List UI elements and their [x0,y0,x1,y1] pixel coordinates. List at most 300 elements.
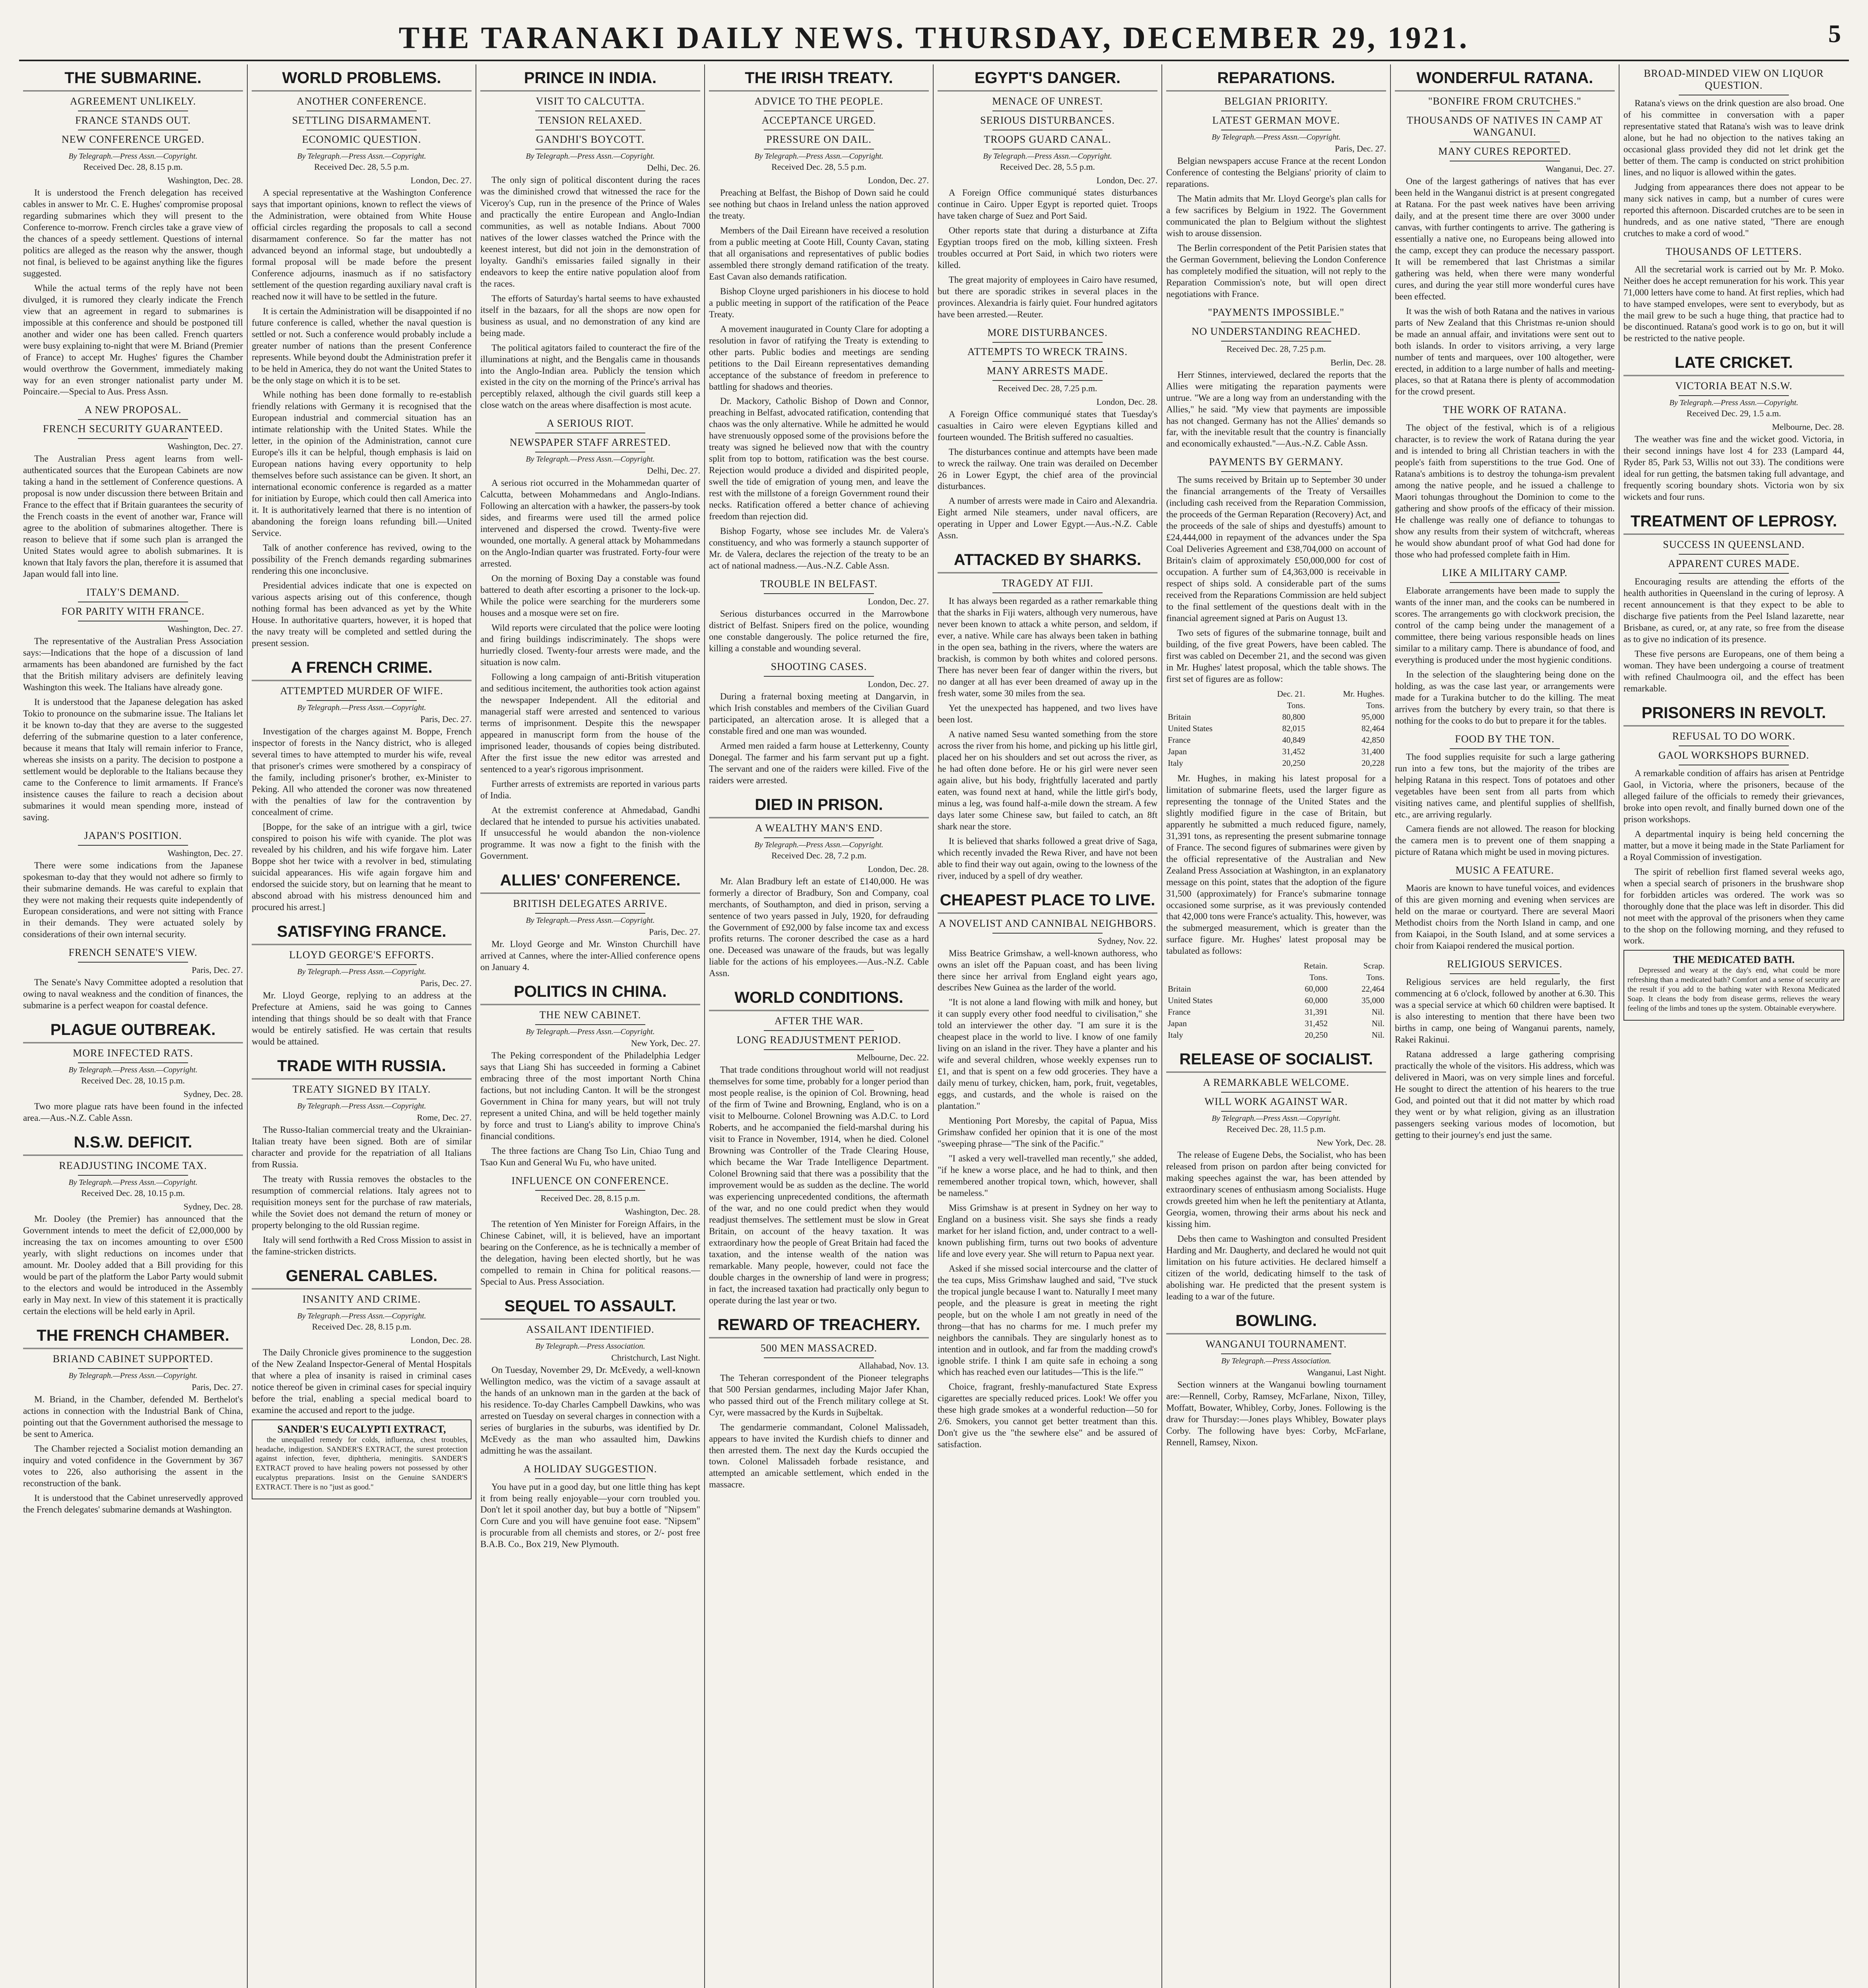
article [1623,246,1844,345]
received-time: Received Dec. 28, 10.15 p.m. [81,1188,185,1198]
article [23,1324,243,1516]
article-headline: EGYPT'S DANGER. [938,66,1157,91]
article-subheading: "BONFIRE FROM CRUTCHES." [1428,95,1582,107]
article-paragraph: A movement inaugurated in County Clare for adopting a resolution in favor of ratifying the Treaty is extending to other parts. Public bodies and meetings are sending petitions to the Dail Eireann representatives demanding acceptance of the substance of freedom in preference to battling for shadows and theories. [709,324,929,392]
article [252,656,472,914]
article [23,404,243,580]
article-paragraph: It is understood that the Cabinet unreservedly approved the French delegates' submarine demands at Washington. [23,1493,243,1514]
article-subheading: BELGIAN PRIORITY. [1224,95,1328,107]
article [1166,456,1386,1041]
divider-rule [1450,419,1560,420]
table-cell: 31,400 [1361,746,1384,756]
article-paragraph: Religious services are held regularly, the first commencing at 6 o'clock, followed by another at 6.30. This was a special service at which 60 children were baptised. It is also interesting to mention that there have been two births in camp, one being of Wanganui parents, namely, Rakei Rakinui. [1395,977,1615,1045]
wire-credit: By Telegraph.—Press Assn.—Copyright. [68,1178,198,1187]
divider-rule [535,1024,645,1025]
column-1 [19,64,248,1988]
article-subheading: A WEALTHY MAN'S END. [755,822,883,834]
article-paragraph: Mr. Lloyd George, replying to an address at the Prefecture at Amiens, said he was going to Cannes intending that things should be so dealt with that France would be entirely satisfied. He was certain that results would be attained. [252,990,472,1047]
article-subheading: FOR PARITY WITH FRANCE. [61,606,205,617]
table-row [1166,1006,1386,1018]
divider-rule [78,962,188,963]
divider-rule [535,1478,645,1479]
article-paragraph: Presidential advices indicate that one is expected on various aspects arising out of this conference, though nothing formal has been advanced as yet by the White House. In authoritative quarters, however, it is hoped that the navy treaty will be completed and settled during the present session. [252,580,472,648]
table-cell: 31,391 [1305,1007,1328,1017]
advertisement-title: THE MEDICATED BATH. [1673,954,1795,966]
article-subheading: BRITISH DELEGATES ARRIVE. [513,898,668,910]
article [23,1018,243,1124]
divider-rule [764,1030,874,1031]
column-3 [476,64,705,1988]
table-row [1166,1029,1386,1041]
article-headline: CHEAPEST PLACE TO LIVE. [938,888,1157,914]
article-headline: PLAGUE OUTBREAK. [23,1018,243,1043]
article-subheading: TRAGEDY AT FIJI. [1002,577,1093,589]
article-paragraph: Bishop Fogarty, whose see includes Mr. de Valera's constituency, and who was formerly a staunch supporter of Mr. de Valera, declares the rejection of the treaty to be an act of national madness.—Aus.-N.Z. Cable Assn. [709,526,929,571]
article-subheading: TROOPS GUARD CANAL. [984,134,1111,145]
article [938,66,1157,320]
divider-rule [1221,1353,1331,1354]
article-subheading: ACCEPTANCE URGED. [761,115,876,126]
received-time: Received Dec. 28, 8.15 p.m. [83,162,183,172]
article-paragraph: The Matin admits that Mr. Lloyd George's plan calls for a few sacrifices by Belgium in 1922. The Government communicated the plan to Belgium without the slightest wish to arouse dissension. [1166,193,1386,238]
article-paragraph: During a fraternal boxing meeting at Dangarvin, in which Irish constables and members of the Civilian Guard participated, an altercation arose. It is alleged that a constable fired and one man was wounded. [709,691,929,736]
table-header-cell [1166,688,1251,700]
advertisement [1623,950,1844,1021]
article-paragraph: It has always been regarded as a rather remarkable thing that the sharks in Fiji waters, although very numerous, have never been known to attack a white person, and seldom, if ever, a native. While care has always been taken in bathing in the open sea, bathing in the rivers, where the waters are brackish, is common by both whites and colored persons. There has never been fear of danger within the rivers, but no danger at all has ever been dreamed of away up in the fresh water, some 30 miles from the sea. [938,596,1157,699]
received-time: Received Dec. 28, 7.25 p.m. [1226,344,1326,354]
dateline: Paris, Dec. 27. [1335,144,1386,153]
article-headline: SATISFYING FRANCE. [252,920,472,945]
article-subheading: A REMARKABLE WELCOME. [1203,1077,1350,1089]
article-paragraph: Judging from appearances there does not appear to be many sick natives in camp, but a number of cures were reported this afternoon. Discarded crutches are to be seen in hundreds, and as one native stated, "There are enough crutches to make a cord of wood." [1623,182,1844,238]
article-paragraph: "It is not alone a land flowing with milk and honey, but it can supply every other food needful to civilisation," she told an interviewer the other day. "I am sure it is the cheapest place in the world to live. I know of one family living on an island in the river. They have a planter and his wife and several children, whose weekly expenses run to £1, and that is spent on a few odd groceries. They have a daily menu of turkey, chicken, ham, pork, fruit, vegetables, eggs, and custards, and the whole is raised on the plantation." [938,997,1157,1111]
advertisement-text: Depressed and weary at the day's end, what could be more refreshing than a medicated bath? Comfort and a sense of security are the result if you add to the bathing water with Rexona Medicated Soap. It cleans the body from disease germs, relieves the weary feeling of the limbs and tones up the system. Obtainable everywhere. [1627,966,1840,1013]
advertisement-text: the unequalled remedy for colds, influenza, chest troubles, headache, indigestion. SANDER'S EXTRACT, the surest protection against infection, fever, diphtheria, meningitis. SANDER'S EXTRACT proved to have healing powers not possessed by other eucalyptus preparations. Insist on the Genuine SANDER'S EXTRACT. There is no "just as good." [256,1435,468,1492]
article-headline: REWARD OF TREACHERY. [709,1313,929,1338]
article-paragraph: The object of the festival, which is of a religious character, is to review the work of Ratana during the year and is intended to bring all Christian teachers in with the people's faith from superstitions to the true God. One of Ratana's ambitions is to destroy the tohunga-ism prevalent among the native people, and he issued a challenge to Maori tohungas throughout the Dominion to come to the gathering and show proofs of the efficacy of their mission. He challenge was really one of defiance to tohungas to show any results from their system of witchcraft, whereas he would show abundant proof of what God had done for those who had professed complete faith in Him. [1395,423,1615,560]
article-paragraph: The retention of Yen Minister for Foreign Affairs, in the Chinese Cabinet, will, it is believed, have an important bearing on the Conference, as he is technically a member of the delegation, having been elected shortly, but he was compelled to remain in China for political reasons.—Special to Aus. Press Association. [480,1219,700,1287]
article [1166,66,1386,300]
article-paragraph: It is understood that the Japanese delegation has asked Tokio to pronounce on the submarine issue. The Italians let it be known to-day that they are averse to the suggested deferring of the submarine question to a later conference, because it means that Italy will remain inferior to France, whereas she insists on a parity. The decision to postpone a settlement would be deplorable to the Italians because they came to the Conference to limit armaments. If France's insistence causes the failure to reach a decision about submarines it would mean spending more, instead of saving. [23,697,243,822]
article-subheading: APPARENT CURES MADE. [1668,558,1800,570]
article-paragraph: The sums received by Britain up to September 30 under the financial arrangements of the Treaty of Versailles (including cash received from the Reparation Commission, the proceeds of the German Reparation (Recovery) Act, and the proceeds of the sale of ships and dyestuffs) amount to £24,444,000 in repayment of the advances under the Spa Coal Deliveries Agreement and £38,704,000 on account of Britain's claim of approximately £50,000,000 for cost of occupation. A further sum of £4,363,000 is receivable in respect of ships sold. A considerable part of the sums received from the Reparations Commission are held subject to the final settlement of the questions dealt with in the financial agreement signed at Paris on August 13. [1166,475,1386,623]
article [709,578,929,654]
article-subheading: TROUBLE IN BELFAST. [760,578,878,590]
divider-rule [78,1062,188,1063]
article-paragraph: The Senate's Navy Committee adopted a resolution that owing to naval weakness and the condition of finances, the submarine is a perfect weapon for coastal defence. [23,977,243,1011]
article-subheading: LONG READJUSTMENT PERIOD. [736,1034,901,1046]
article-paragraph: Ratana addressed a large gathering comprising practically the whole of the visitors. His address, which was delivered in Maori, was on very simple lines and forceful. He sought to direct the attention of his hearers to the true God, and pointed out that it did not matter by which road they went or by what religion, giving as an illustration passengers seeking various modes of locomotion, but getting to their journey's end just the same. [1395,1049,1615,1140]
table-unit-cell [1166,700,1251,711]
table-cell: 22,464 [1361,984,1384,994]
article [252,66,472,649]
wire-credit: By Telegraph.—Press Assn.—Copyright. [526,916,655,925]
article-paragraph: The Teheran correspondent of the Pioneer telegraphs that 500 Persian gendarmes, including Major Jafer Khan, who passed third out of the French military college at St. Cyr, were massacred by the Kurds in Sujbeltak. [709,1373,929,1417]
article-paragraph: Debs then came to Washington and consulted President Harding and Mr. Daugherty, and declared he would not quit limitation on his future activities. He declared himself a citizen of the world, dedicating himself to the task of abolishing war. He predicted that the present system is leading to a war of the future. [1166,1234,1386,1301]
article-subheading: WANGANUI TOURNAMENT. [1205,1338,1347,1350]
article-subheading: AGREEMENT UNLIKELY. [70,95,196,107]
hughes-proposal-table [1166,960,1386,1041]
article-subheading: NEWSPAPER STAFF ARRESTED. [509,437,671,448]
divider-rule [992,592,1103,593]
article [1166,1309,1386,1448]
wire-credit: By Telegraph.—Press Assn.—Copyright. [1212,133,1341,142]
wire-credit: By Telegraph.—Press Assn.—Copyright. [754,840,884,849]
divider-rule [1679,573,1789,574]
divider-rule [307,700,417,701]
article-subheading: AFTER THE WAR. [774,1015,864,1027]
table-row [1166,757,1386,769]
column-6 [1162,64,1391,1988]
article-paragraph: Mr. Lloyd George and Mr. Winston Churchill have arrived at Cannes, where the inter-Allied conference opens on January 4. [480,939,700,973]
received-time: Received Dec. 28, 7.25 p.m. [998,383,1097,393]
divider-rule [992,380,1103,381]
article-paragraph: A remarkable condition of affairs has arisen at Pentridge Gaol, in Victoria, where the prisoners, because of the alleged failure of the officials to remedy their grievances, broke into open revolt, and finally burned down one of the prison workshops. [1623,768,1844,824]
article-subheading: LIKE A MILITARY CAMP. [1442,567,1568,579]
wire-credit: By Telegraph.—Press Assn.—Copyright. [68,152,198,161]
article-subheading: THE NEW CABINET. [539,1009,641,1021]
table-unit-cell: Tons. [1309,973,1328,982]
article-subheading: VISIT TO CALCUTTA. [536,95,645,107]
dateline: Wanganui, Dec. 27. [1546,164,1615,174]
table-header-cell: Retain. [1303,961,1328,971]
received-time: Received Dec. 28, 5.5 p.m. [771,162,866,172]
article-paragraph: Other reports state that during a disturbance at Zifta Egyptian troops fired on the mob, killing sixteen. Fresh troubles occurred at Port Said, in which two rioters were killed. [938,225,1157,270]
wire-credit: By Telegraph.—Press Assn.—Copyright. [1669,398,1798,408]
divider-rule [764,837,874,838]
article-subheading: TREATY SIGNED BY ITALY. [292,1083,431,1095]
article [1395,864,1615,952]
column-8 [1619,64,1848,1988]
article-paragraph: Two more plague rats have been found in the infected area.—Aus.-N.Z. Cable Assn. [23,1101,243,1123]
article-subheading: "PAYMENTS IMPOSSIBLE." [1208,306,1345,318]
article-subheading: NO UNDERSTANDING REACHED. [1191,325,1361,337]
article-paragraph: Miss Grimshaw is at present in Sydney on her way to England on a business visit. She says she finds a ready market for her island fiction, and, under contract to a well-known publishing firm, turns out two books of adventure life and love every year. She will return to Papua next year. [938,1202,1157,1259]
article-headline: THE IRISH TREATY. [709,66,929,91]
article-subheading: GAOL WORKSHOPS BURNED. [1658,749,1810,761]
table-cell: 20,250 [1305,1030,1328,1040]
dateline: Rome, Dec. 27. [417,1112,472,1123]
article-subheading: THOUSANDS OF LETTERS. [1666,245,1802,257]
article-subheading: A SERIOUS RIOT. [547,417,634,429]
table-cell: 31,452 [1282,746,1305,756]
divider-rule [992,342,1103,343]
article-subheading: SETTLING DISARMAMENT. [292,115,431,126]
article-paragraph: A number of arrests were made in Cairo and Alexandria. Eight armed Nile steamers, under naval officers, are operating in Upper and Lower Egypt.—Aus.-N.Z. Cable Assn. [938,496,1157,541]
divider-rule [1450,973,1560,974]
article-subheading: FOOD BY THE TON. [1455,733,1555,745]
article-subheading: REFUSAL TO DO WORK. [1672,730,1796,742]
article-paragraph: Wild reports were circulated that the police were looting and firing buildings indiscriminately. The shops were hurriedly closed. Twenty-four arrests were made, and the situation is now calm. [480,623,700,667]
article [480,868,700,973]
dateline: Paris, Dec. 27. [649,927,700,937]
article [23,830,243,941]
wire-credit: By Telegraph.—Press Assn.—Copyright. [297,703,426,712]
dateline: Paris, Dec. 27. [192,965,243,975]
wire-credit: By Telegraph.—Press Association. [1221,1356,1331,1365]
article-paragraph: While nothing has been done formally to re-establish friendly relations with Germany it is recognised that the European industrial and commercial situation has an intimate relationship with the United States. While the letter, in the opinion of the Administration, cannot cure Europe's ills it can be helpful, though emphasis is laid on European nations having every opportunity to help themselves before such assistance can be given. It short, an international economic conference is regarded as a matter for initiation by Europe, which could then call America into it. It is authoritatively learned that there is no intention of abandoning the foreign loans refunding bill.—United Service. [252,390,472,538]
article-subheading: SERIOUS DISTURBANCES. [980,115,1115,126]
article-headline: TRADE WITH RUSSIA. [252,1054,472,1079]
article-subheading: ATTEMPTS TO WRECK TRAINS. [967,346,1128,357]
article-paragraph: It is believed that sharks followed a great drive of Saga, which recently invaded the Rewa River, and have not been able to find their way out again, owing to the lowness of the river, induced by a spell of dry weather. [938,836,1157,881]
article-subheading: ITALY'S DEMAND. [86,586,180,598]
article-paragraph: Ratana's views on the drink question are also broad. One of his committee in conversation with a paper representative stated that Ratana's wish was to leave drink alone, but he had no objection to the natives taking an occasional glass provided they did not let drink get the better of them. The camp is conducted on strict prohibition lines, and no liquor is allowed within the gates. [1623,98,1844,177]
article-paragraph: Camera fiends are not allowed. The reason for blocking the camera men is to prevent one of them snapping a picture of Ratana which might be used in moving pictures. [1395,824,1615,857]
article-paragraph: All the secretarial work is carried out by Mr. P. Moko. Neither does he accept remuneration for his work. This year 71,000 letters have come to hand. At first replies, which had to have stamped envelopes, were sent to everybody, but as the mail grew to be such a huge thing, that practice had to be discontinued. Ratana's good work is to go on, but it will be restricted to the native people. [1623,264,1844,344]
table-cell: Britain [1168,984,1191,994]
article-paragraph: Armed men raided a farm house at Letterkenny, County Donegal. The farmer and his farm servant put up a fight. The servant and one of the raiders were killed. Five of the raiders were arrested. [709,740,929,785]
wire-credit: By Telegraph.—Press Assn.—Copyright. [754,152,884,161]
table-cell: France [1168,735,1191,745]
divider-rule [1679,554,1789,555]
divider-rule [764,1049,874,1050]
dateline: London, Dec. 27. [868,679,929,689]
article-subheading: 500 MEN MASSACRED. [760,1342,878,1354]
table-cell: Italy [1168,758,1183,768]
article-subheading: MUSIC A FEATURE. [1455,864,1554,876]
dateline: New York, Dec. 27. [631,1038,700,1048]
article [252,1054,472,1258]
article-paragraph: Preaching at Belfast, the Bishop of Down said he could see nothing but chaos in Ireland unless the nation approved the treaty. [709,188,929,221]
article-paragraph: While the actual terms of the reply have not been divulged, it is rumored they clearly indicate the French view that an agreement in regard to submarines is impossible at this conference and should be postponed till another and wider one has been called. French quarters were busy explaining to-night that were M. Briand (Premier of France) to accept Mr. Hughes' figures the Chamber would overthrow the Government, immediately making way for an even stronger nationalist party under M. Poincaire.—Special to Aus. Press Assn. [23,283,243,397]
article-subheading: MENACE OF UNREST. [992,95,1103,107]
article [1623,701,1844,1021]
wire-credit: By Telegraph.—Press Assn.—Copyright. [526,1027,655,1037]
article [938,548,1157,881]
divider-rule [78,438,188,439]
table-unit-cell [1166,972,1270,983]
article [1395,958,1615,1141]
article-paragraph: A special representative at the Washington Conference says that important opinions, known to reflect the views of the Administration, were obtained from White House official circles regarding the proposals to call a second disarmament conference. So far the matter has not advanced beyond an informal stage, but undoubtedly a formal proposal will be made before the present Conference adjourns, inasmuch as if no satisfactory settlement of the question regarding auxiliary naval craft is reached now it will have to be settled in the future. [252,188,472,301]
article [1623,509,1844,695]
article-headline: POLITICS IN CHINA. [480,980,700,1005]
divider-rule [1679,395,1789,396]
received-time: Received Dec. 28, 8.15 p.m. [540,1193,640,1203]
article-paragraph: Miss Beatrice Grimshaw, a well-known authoress, who owns an islet off the Papuan coast, and has been living there since her arrival from England eight years ago, describes New Guinea as the larder of the world. [938,948,1157,993]
article-paragraph: The spirit of rebellion first flamed several weeks ago, when a special search of prisoners in the brushware shop for forbidden articles was ordered. The work was so thoroughly done that the place was left in disorder. This did not meet with the approval of the prisoners when they came to the shop on the following morning, and they refused to work. [1623,866,1844,946]
divider-rule [535,913,645,914]
table-cell: Nil. [1371,1019,1384,1029]
article [252,920,472,1048]
article [23,586,243,823]
article-headline: ATTACKED BY SHARKS. [938,548,1157,573]
received-time: Received Dec. 28, 10.15 p.m. [81,1076,185,1086]
article-paragraph: Mentioning Port Moresby, the capital of Papua, Miss Grimshaw confided her opinion that it is one of the most "sweeping phrase—"The sink of the Pacific." [938,1116,1157,1149]
article-paragraph: On the morning of Boxing Day a constable was found battered to death after escorting a prisoner to the lock-up. While the police were searching for the murderers some houses and a mosque were set on fire. [480,573,700,618]
article-paragraph: On Tuesday, November 29, Dr. McEvedy, a well-known Wellington medico, was the victim of a savage assault at the hands of an unknown man in the garden at the back of his residence. To-day Charles Campbell Dawkins, who was arrested on Tuesday on several charges in connection with a series of burglaries in the suburbs, was identified by Dr. McEvedy as the man who assaulted him, Dawkins admitting he was the assailant. [480,1365,700,1456]
received-time: Received Dec. 28, 8.15 p.m. [312,1321,412,1332]
dateline: London, Dec. 27. [410,175,472,185]
dateline: London, Dec. 28. [410,1335,472,1345]
dateline: Melbourne, Dec. 28. [1772,422,1844,432]
article-paragraph: A native named Sesu wanted something from the store across the river from his home, and picking up his little girl, placed her on his shoulders and set out across the river, as he had often done before. He or his girl were never seen again alive, but his body, frightfully lacerated and partly eaten, was found next at hand, while the little girl's body, minus a leg, was found half-a-mile down the stream. A few days later some Chinese saw, but failed to catch, an 8ft shark near the store. [938,729,1157,831]
article [480,66,700,411]
wire-credit: By Telegraph.—Press Assn.—Copyright. [297,1102,426,1111]
dateline: Sydney, Dec. 28. [183,1202,243,1212]
article-paragraph: Serious disturbances occurred in the Marrowbone district of Belfast. Snipers fired on the police, wounding one constable dangerously. The police returned the fire, killing a constable and wounding several. [709,609,929,653]
article-subheading: SHOOTING CASES. [771,660,867,672]
table-unit-cell: Tons. [1366,973,1384,982]
article [1623,351,1844,503]
dateline: Melbourne, Dec. 22. [856,1052,929,1063]
article [709,661,929,786]
table-unit-cell: Tons. [1366,700,1384,710]
article-subheading: ATTEMPTED MURDER OF WIFE. [280,685,443,697]
dateline: Washington, Dec. 27. [167,624,243,634]
divider-rule [992,933,1103,934]
received-time: Received Dec. 28, 11.5 p.m. [1226,1124,1326,1134]
article-paragraph: The Daily Chronicle gives prominence to the suggestion of the New Zealand Inspector-General of Mental Hospitals that where a plea of insanity is raised in criminal cases notice thereof be given in criminal cases for special inquiry before the trial, enabling a special medical board to examine the accused and report to the judge. [252,1347,472,1415]
article-headline: LATE CRICKET. [1623,351,1844,376]
article-subheading: THOUSANDS OF NATIVES IN CAMP AT WANGANUI. [1406,115,1603,138]
divider-rule [307,964,417,965]
article-subheading: ANOTHER CONFERENCE. [297,95,427,107]
article-paragraph: The representative of the Australian Press Association says:—Indications that the hope of a discussion of land armaments has been abandoned are furnished by the fact that the British military advisers are definitely leaving Washington this week. The Italians have already gone. [23,636,243,692]
dateline: London, Dec. 27. [868,596,929,606]
divider-rule [78,419,188,420]
article-subheading: ECONOMIC QUESTION. [302,134,421,145]
article [1395,733,1615,858]
article-paragraph: Elaborate arrangements have been made to supply the wants of the inner man, and the cooks can be numbered in scores. The arrangements go with clockwork precision, the control of the camp being under the management of a committee, there being various responsible heads on lines similar to a military camp. There is abundance of food, and everything is produced under the most hygienic conditions. [1395,586,1615,665]
divider-rule [1679,261,1789,262]
table-cell: 82,464 [1361,723,1384,733]
dateline: London, Dec. 27. [1096,175,1157,185]
dateline: Washington, Dec. 27. [167,848,243,858]
article-headline: REPARATIONS. [1166,66,1386,91]
article [480,1463,700,1551]
columns-container [19,64,1849,1988]
table-cell: 35,000 [1361,996,1384,1006]
article [709,66,929,572]
column-5 [934,64,1162,1988]
article-paragraph: You have put in a good day, but one little thing has kept it from being really enjoyable—your corn troubled you. Don't let it spoil another day, but buy a bottle of "Nipsem" Corn Cure and you will have genuine foot ease. "Nipsem" is procurable from all chemists and stores, or 2/- post free B.A.B. Co., Box 219, New Plymouth. [480,1481,700,1549]
article [1395,66,1615,398]
divider-rule [1450,748,1560,749]
article-headline: WORLD CONDITIONS. [709,986,929,1011]
article-paragraph: In the selection of the slaughtering being done on the holding, as was the case last year, or arrangements were made for a Turakina butcher to do the killing. The meat arrives from the butchery by every train, so that there is nothing for the cooks to do but to prepare it for the tables. [1395,669,1615,726]
table-header-cell [1166,960,1270,972]
article-paragraph: Asked if she missed social intercourse and the clatter of the tea cups, Miss Grimshaw laughed and said, "I've stuck the tropical jungle because I want to. Naturally I meet many people, and the pleasure is great in meeting the right people, but on the whole I am not greatly in need of the throng—that has no charms for me. I much prefer my neighbors the cannibals. They are singularly honest as to intention and in outlook, and far from the madding crowd's ignoble strife. I think I am quite safe in echoing a song which has reached even our latitudes—'This is the life.'" [938,1263,1157,1377]
dateline: Washington, Dec. 27. [167,441,243,452]
article-paragraph: Belgian newspapers accuse France at the recent London Conference of contesting the Belgians' priority of claim to reparations. [1166,156,1386,189]
article-paragraph: The great majority of employees in Cairo have resumed, but there are sporadic strikes in several places in the provinces. Alexandria is fairly quiet. Four hundred agitators have been arrested.—Reuter. [938,274,1157,319]
article-paragraph: Further arrests of extremists are reported in various parts of India. [480,779,700,800]
table-cell: 60,000 [1305,984,1328,994]
table-cell: Japan [1168,746,1187,756]
divider-rule [764,1357,874,1358]
article-paragraph: Bishop Cloyne urged parishioners in his diocese to hold a public meeting in support of the ratification of the Peace Treaty. [709,286,929,319]
article-subheading: INFLUENCE ON CONFERENCE. [511,1175,669,1186]
dateline: Paris, Dec. 27. [192,1382,243,1392]
article-paragraph: Following a long campaign of anti-British vituperation and seditious incitement, the authorities took action against the newspaper Independent. All the editorial and managerial staff were arrested and sentenced to various terms of imprisonment. Despite this the newspaper appeared in manuscript form from the house of the imprisoned leader, thousands of copies being distributed. After the first issue the new editor was arrested and sentenced to a year's rigorous imprisonment. [480,672,700,774]
table-row [1166,1018,1386,1029]
article-paragraph: [Boppe, for the sake of an intrigue with a girl, twice conspired to poison his wife with cyanide. The plot was revealed by his children, and his wife forgave him. Later Boppe shot her twice with a revolver in bed, stimulating suicidal appearances. His wife again forgave him and endorsed the suicide story, but on learning that he meant to abscond abroad with his mistress denounced him and procured his arrest.] [252,821,472,912]
table-header-cell: Dec. 21. [1277,689,1305,699]
article-headline: SEQUEL TO ASSAULT. [480,1294,700,1320]
article-subheading: LLOYD GEORGE'S EFFORTS. [289,949,434,961]
article [938,888,1157,1451]
article-headline: WORLD PROBLEMS. [252,66,472,91]
dateline: Delhi, Dec. 27. [647,466,700,476]
divider-rule [78,845,188,846]
table-row [1166,723,1386,734]
article-headline: RELEASE OF SOCIALIST. [1166,1047,1386,1073]
article-paragraph: The treaty with Russia removes the obstacles to the resumption of commercial relations. Italy agrees not to requisition moneys sent for the purchase of raw materials, while the Soviet does not demand the return of money or property belonging to the old Russian regime. [252,1174,472,1230]
article [23,66,243,398]
article-paragraph: Mr. Dooley (the Premier) has announced that the Government intends to meet the deficit of £2,000,000 by increasing the tax on incomes amounting to over £500 yearly, with slight reductions on incomes under that amount. Mr. Dooley added that a Bill providing for this would be part of the platform the Labor Party would submit to the electors and would be introduced in the Assembly early in May next. In view of this statement it is practically certain the elections will be held early in April. [23,1214,243,1316]
table-row [1166,734,1386,746]
dateline: Washington, Dec. 28. [167,175,243,185]
article-subheading: WILL WORK AGAINST WAR. [1204,1096,1348,1108]
divider-rule [78,1368,188,1369]
article-paragraph: At the extremist conference at Ahmedabad, Gandhi declared that he intended to pursue his activities unabated. If unsuccessful he would abandon the non-violence programme. It was now a fight to the finish with the Government. [480,805,700,861]
divider-rule [1450,582,1560,583]
wire-credit: By Telegraph.—Press Assn.—Copyright. [1212,1114,1341,1123]
article-subheading: ADVICE TO THE PEOPLE. [754,95,884,107]
article-paragraph: Mr. Hughes, in making his latest proposal for a limitation of submarine fleets, used the larger figure as representing the tonnage of the United States and the slightly modified figure in the case of Britain, but apparently he submitted a much reduced figure, namely, 31,391 tons, as representing the present submarine tonnage of France. The second figures of submarines were given by the official representative of the Australian and New Zealand Press Association at Washington, in an explanatory message on this point, states that the adoption of the figure 31,500 (approximately) for France's submarine tonnage occasioned some surprise, as it was previously contended that 42,000 tons were France's actuality. This, however, was the submerged measurement, which is greater than the surface figure. Mr. Hughes' latest proposal may be tabulated as follows: [1166,773,1386,956]
article [480,1294,700,1457]
page-number: 5 [1828,19,1841,48]
article [1166,1047,1386,1303]
article-paragraph: Italy will send forthwith a Red Cross Mission to assist in the famine-stricken districts. [252,1235,472,1256]
table-cell: 80,800 [1282,712,1305,722]
article-headline: TREATMENT OF LEPROSY. [1623,509,1844,535]
table-unit-cell: Tons. [1287,700,1305,710]
article [709,1313,929,1491]
article-paragraph: Encouraging results are attending the efforts of the health authorities in Queensland in the curing of leprosy. A recent announcement is that they expect to be able to discharge five patients from the Peel Island lazarette, near Brisbane, as cured, or, at any rate, so free from the disease as to give no indication of its presence. [1623,577,1844,645]
table-cell: United States [1168,723,1213,733]
divider-rule [1450,879,1560,880]
table-cell: 42,850 [1361,735,1384,745]
column-7 [1391,64,1619,1988]
article-headline: ALLIES' CONFERENCE. [480,868,700,894]
divider-rule [535,1190,645,1191]
article-paragraph: "I asked a very well-travelled man recently," she added, "if he knew a worse place, and he had to think, and then remembered another tropical town, which, however, shall be nameless." [938,1153,1157,1198]
article-paragraph: The only sign of political discontent during the races was the diminished crowd that witnessed the race for the Viceroy's Cup, run in the presence of the Prince of Wales and practically the entire European and Anglo-Indian communities, as well as notable Indians. About 7000 natives of the lower classes watched the Prince with the keenest interest, but did not join in the demonstration of loyalty. Gandhi's emissaries failed signally in their endeavors to keep the entire native population aloof from the races. [480,175,700,289]
wire-credit: By Telegraph.—Press Assn.—Copyright. [297,967,426,977]
dateline: Christchurch, Last Night. [611,1352,700,1363]
article-subheading: BRIAND CABINET SUPPORTED. [52,1353,214,1365]
article-subheading: MORE INFECTED RATS. [73,1047,193,1059]
dateline: Paris, Dec. 27. [420,714,472,724]
article-subheading: MANY CURES REPORTED. [1438,146,1571,157]
divider-rule [764,676,874,677]
column-4 [705,64,934,1988]
received-time: Received Dec. 29, 1.5 a.m. [1686,408,1781,419]
article-paragraph: That trade conditions throughout world will not readjust themselves for some time, probably for a longer period than most people realise, is the opinion of Col. Browning, head of the firm of Twine and Browning, England, who is on a visit to Melbourne. Colonel Browning was A.D.C. to Lord Roberts, and he accompanied the field-marshal during his visit to France in November, 1914, when he died. Colonel Browning was Controller of the Trade Clearing House, which became the War Trade Intelligence Department. Colonel Browning said that there was a possibility that the improvement would be as sudden as the decline. The world was experiencing unprecedented conditions, the aftermath of the war, and no one could predict when they would readjust themselves. The settlement must be slow in Great Britain, on account of the heavy taxation. It was extraordinary how the people of Great Britain had faced the taxation, and the intense wealth of the nation was remarkable. Many people, however, could not face the double charges in the ownership of land were in progress; in fact, the increased taxation had practically only begun to operate during the last year or two. [709,1065,929,1305]
article-paragraph: Dr. Mackory, Catholic Bishop of Down and Connor, preaching in Belfast, advocated ratification, contending that chaos was the only alternative. While he admitted he would have strenuously opposed some of the provisions before the treaty was signed he believed now that with the country split from top to bottom, ratification was the best course. Rejection would produce a divided and dispirited people, swell the tide of emigration of young men, and leave the rest with the millstone of a foreign Government round their necks. Ratification offered a better chance of achieving freedom than rejection did. [709,396,929,522]
divider-rule [535,1339,645,1340]
table-cell: France [1168,1007,1191,1017]
article-paragraph: Members of the Dail Eireann have received a resolution from a public meeting at Coote Hill, County Cavan, stating that all organisations and representatives of public bodies assembled there strongly demand ratification of the treaty. East Cavan also demands ratification. [709,225,929,282]
article-paragraph: Herr Stinnes, interviewed, declared the reports that the Allies were mitigating the reparation payments were untrue. "We are a long way from an understanding with the Allies," he said. "My view that payments are impossible has not changed. Germany has not the Allies' demands so far, with the inevitable result that the country is financially and economically exhausted."—Aus.-N.Z. Cable Assn. [1166,369,1386,449]
article-subheading: GANDHI'S BOYCOTT. [536,134,645,145]
divider-rule [1221,471,1331,472]
table-row [1166,995,1386,1006]
table-cell: 20,250 [1282,758,1305,768]
article [23,1130,243,1317]
article-subheading: THE WORK OF RATANA. [1443,404,1567,416]
divider-rule [1221,341,1331,342]
article-subheading: MORE DISTURBANCES. [987,326,1108,338]
table-cell: Nil. [1371,1030,1384,1040]
article-paragraph: The political agitators failed to counteract the fire of the illuminations at night, and the Bengalis came in thousands into the Anglo-Indian area. Publicly the tension which existed in the city on the morning of the Prince's arrival has perceptibly relaxed, although the civil guards still keep a close watch on the areas where disaffection is most acute. [480,342,700,410]
article-paragraph: The release of Eugene Debs, the Socialist, who has been released from prison on pardon after being convicted for making speeches against the war, has been attended by extraordinary scenes of enthusiasm among Socialists. Huge crowds greeted him when he left the penitentiary at Atlanta, Georgia, women, throwing their arms about his neck and kissing him. [1166,1150,1386,1229]
divider-rule [78,1175,188,1176]
article [1395,567,1615,727]
article-paragraph: Section winners at the Wanganui bowling tournament are:—Rennell, Corby, Ramsey, McFarlane, Nixon, Tilley, Moffatt, Bowater, Whibley, Corby, Jones. Following is the draw for Thursday:—Jones plays Whibley, Bowater plays Corby. The following have byes: Corby, McFarlane, Rennell, Ramsey, Nixon. [1166,1379,1386,1447]
